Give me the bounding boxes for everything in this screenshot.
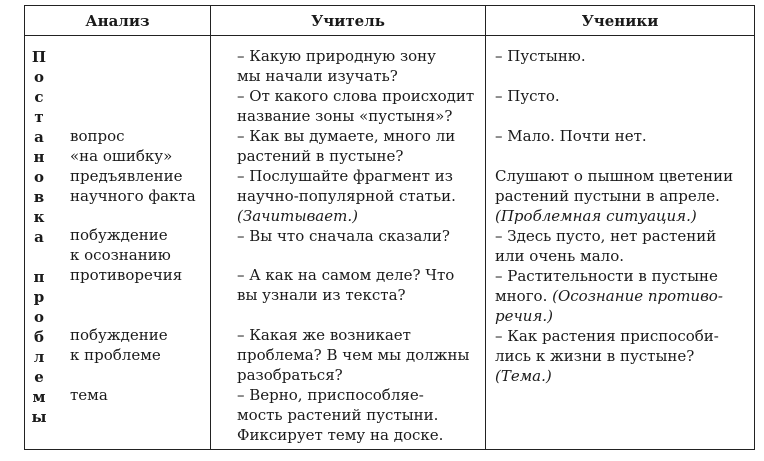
vertical-letter	[29, 247, 49, 267]
column-divider-1	[210, 6, 211, 449]
vertical-letter: р	[33, 288, 45, 306]
teacher-line: – Какая же возникает	[237, 326, 411, 344]
lesson-table	[24, 5, 755, 450]
teacher-line: – Верно, приспособляе-	[237, 386, 424, 404]
students-line: речия.)	[495, 307, 554, 325]
vertical-letter: ы	[31, 408, 47, 426]
teacher-line: научно-популярной статьи.	[237, 187, 456, 205]
students-italic-note: (Осознание противо-	[552, 287, 723, 305]
teacher-line: вы узнали из текста?	[237, 286, 406, 304]
vertical-letter: в	[33, 188, 45, 206]
teacher-line: – Послушайте фрагмент из	[237, 167, 453, 185]
vertical-letter: е	[34, 368, 44, 386]
students-line	[495, 286, 723, 306]
analysis-text: к осознанию	[70, 246, 171, 264]
students-text: много.	[495, 287, 553, 305]
teacher-line: растений в пустыне?	[237, 147, 404, 165]
students-line: (Проблемная ситуация.)	[495, 207, 697, 225]
teacher-line: (Зачитывает.)	[237, 207, 358, 225]
students-line: Слушают о пышном цветении	[495, 167, 734, 185]
students-line: – Пусто.	[495, 87, 560, 105]
teacher-line: название зоны «пустыня»?	[237, 107, 453, 125]
analysis-text: к проблеме	[70, 346, 161, 364]
students-line: – Мало. Почти нет.	[495, 127, 647, 145]
vertical-letter: о	[33, 308, 44, 326]
vertical-letter: т	[34, 108, 44, 126]
analysis-text: научного факта	[70, 187, 196, 205]
students-line: растений пустыни в апреле.	[495, 187, 720, 205]
teacher-line: мы начали изучать?	[237, 67, 398, 85]
teacher-line: – Вы что сначала сказали?	[237, 227, 450, 245]
vertical-letter: б	[33, 328, 44, 346]
analysis-text: «на ошибку»	[70, 147, 173, 165]
students-line: – Здесь пусто, нет растений	[495, 227, 717, 245]
analysis-text: тема	[70, 386, 108, 404]
vertical-letter: с	[34, 88, 44, 106]
analysis-text: предъявление	[70, 167, 183, 185]
vertical-label	[29, 47, 49, 427]
students-line: лись к жизни в пустыне?	[495, 347, 695, 365]
vertical-letter: н	[33, 148, 45, 166]
teacher-line: – Как вы думаете, много ли	[237, 127, 456, 145]
vertical-letter: л	[33, 348, 45, 366]
column-divider-2	[485, 6, 486, 449]
analysis-text: побуждение	[70, 226, 168, 244]
vertical-letter: м	[32, 388, 46, 406]
vertical-letter: к	[33, 208, 45, 226]
teacher-line: – Какую природную зону	[237, 47, 436, 65]
students-line: – Пустыню.	[495, 47, 586, 65]
vertical-letter: о	[33, 68, 44, 86]
analysis-text: противоречия	[70, 266, 183, 284]
analysis-text: вопрос	[70, 127, 125, 145]
students-line: или очень мало.	[495, 247, 624, 265]
teacher-line: проблема? В чем мы должны	[237, 346, 470, 364]
vertical-letter: а	[34, 128, 44, 146]
students-line: – Растительности в пустыне	[495, 267, 718, 285]
teacher-line: Фиксирует тему на доске.	[237, 426, 444, 444]
analysis-text: побуждение	[70, 326, 168, 344]
teacher-line: разобраться?	[237, 366, 343, 384]
vertical-letter: о	[33, 168, 44, 186]
students-line: (Тема.)	[495, 367, 552, 385]
teacher-line: – А как на самом деле? Что	[237, 266, 455, 284]
header-teacher: Учитель	[311, 12, 385, 30]
vertical-letter: П	[31, 48, 47, 66]
teacher-line: – От какого слова происходит	[237, 87, 475, 105]
vertical-letter: п	[33, 268, 45, 286]
teacher-line: мость растений пустыни.	[237, 406, 439, 424]
header-students: Ученики	[581, 12, 659, 30]
vertical-letter: а	[34, 228, 44, 246]
header-analysis: Анализ	[85, 12, 150, 30]
students-line: – Как растения приспособи-	[495, 327, 719, 345]
